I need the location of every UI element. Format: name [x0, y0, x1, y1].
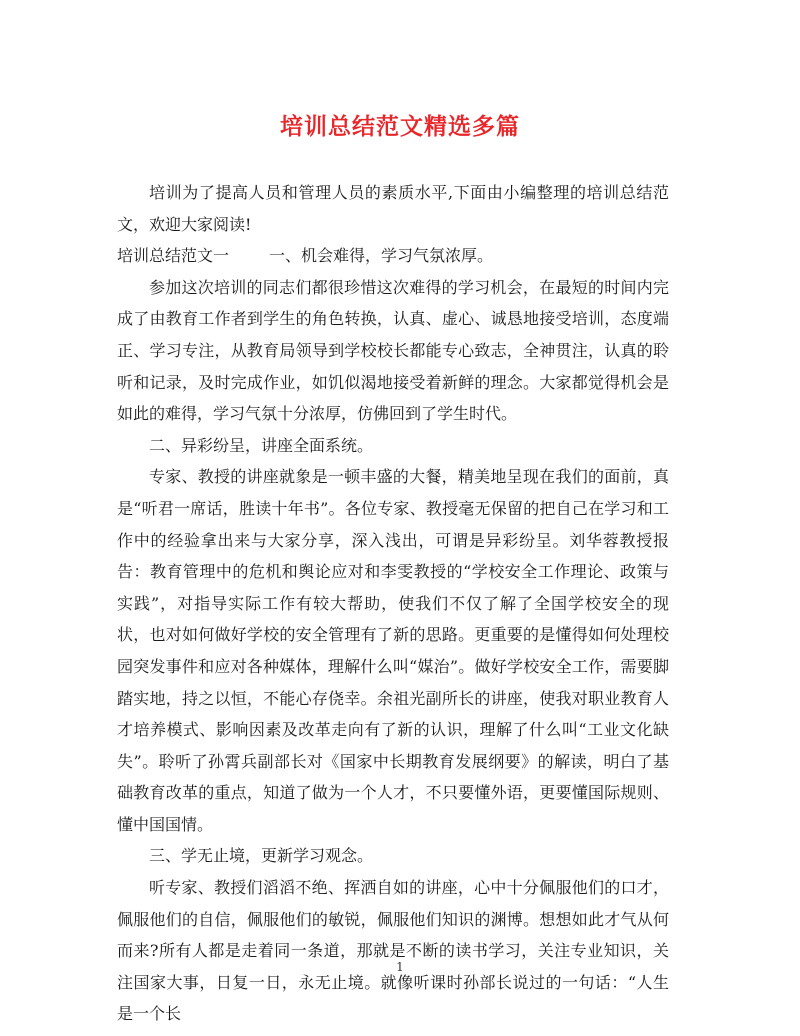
point2-heading: 二、异彩纷呈，讲座全面系统。 [149, 435, 374, 455]
point2-paragraph: 专家、教授的讲座就象是一顿丰盛的大餐，精美地呈现在我们的面前，真是“听君一席话，胜读十年书”。各位专家、教授毫无保留的把自己在学习和工作中的经验拿出来与大家分享，深入浅出，可谓是异彩纷呈。刘华蓉教授报告：教育管理中的危机和舆论应对和李雯教授的“学校安全工作理论、政策与实践”，对指导实际工作有较大帮助，使我们不仅了解了全国学校安全的现状，也对如何做好学校的安全管理有了新的思路。更重要的是懂得如何处理校园突发事件和应对各种媒体，理解什么叫“媒治”。做好学校安全工作，需要脚踏实地，持之以恒，不能心存侥幸。余祖光副所长的讲座，使我对职业教育人才培养模式、影响因素及改革走向有了新的认识，理解了什么叫“工业文化缺失”。聆听了孙霄兵副部长对《国家中长期教育发展纲要》的解读，明白了基础教育改革的重点，知道了做为一个人才，不只要懂外语，更要懂国际规则、懂中国国情。 [117, 467, 669, 834]
intro-paragraph: 培训为了提高人员和管理人员的素质水平,下面由小编整理的培训总结范文，欢迎大家阅读! [117, 183, 669, 234]
point3-paragraph: 听专家、教授们滔滔不绝、挥洒自如的讲座，心中十分佩服他们的口才，佩服他们的自信，佩服他们的敏锐，佩服他们知识的渊博。想想如此才气从何而来?所有人都是走着同一条道，那就是不断的读书学习，关注专业知识，关注国家大事，日复一日，永无止境。就像听课时孙部长说过的一句话：“人生是一个长 [117, 878, 669, 1024]
document-title: 培训总结范文精选多篇 [280, 113, 520, 140]
section-heading-line [117, 240, 669, 272]
point3-heading: 三、学无止境，更新学习观念。 [149, 846, 374, 866]
document-body [117, 177, 669, 1030]
point1-paragraph: 参加这次培训的同志们都很珍惜这次难得的学习机会，在最短的时间内完成了由教育工作者到学生的角色转换，认真、虚心、诚恳地接受培训，态度端正、学习专注，从教育局领导到学校校长都能专心致志，全神贯注，认真的聆听和记录，及时完成作业，如饥似渴地接受着新鲜的理念。大家都觉得机会是如此的难得，学习气氛十分浓厚，仿佛回到了学生时代。 [117, 277, 669, 424]
section-label: 培训总结范文一 [117, 246, 230, 266]
page-number: 1 [396, 960, 404, 974]
point1-heading: 一、机会难得，学习气氛浓厚。 [269, 246, 494, 266]
